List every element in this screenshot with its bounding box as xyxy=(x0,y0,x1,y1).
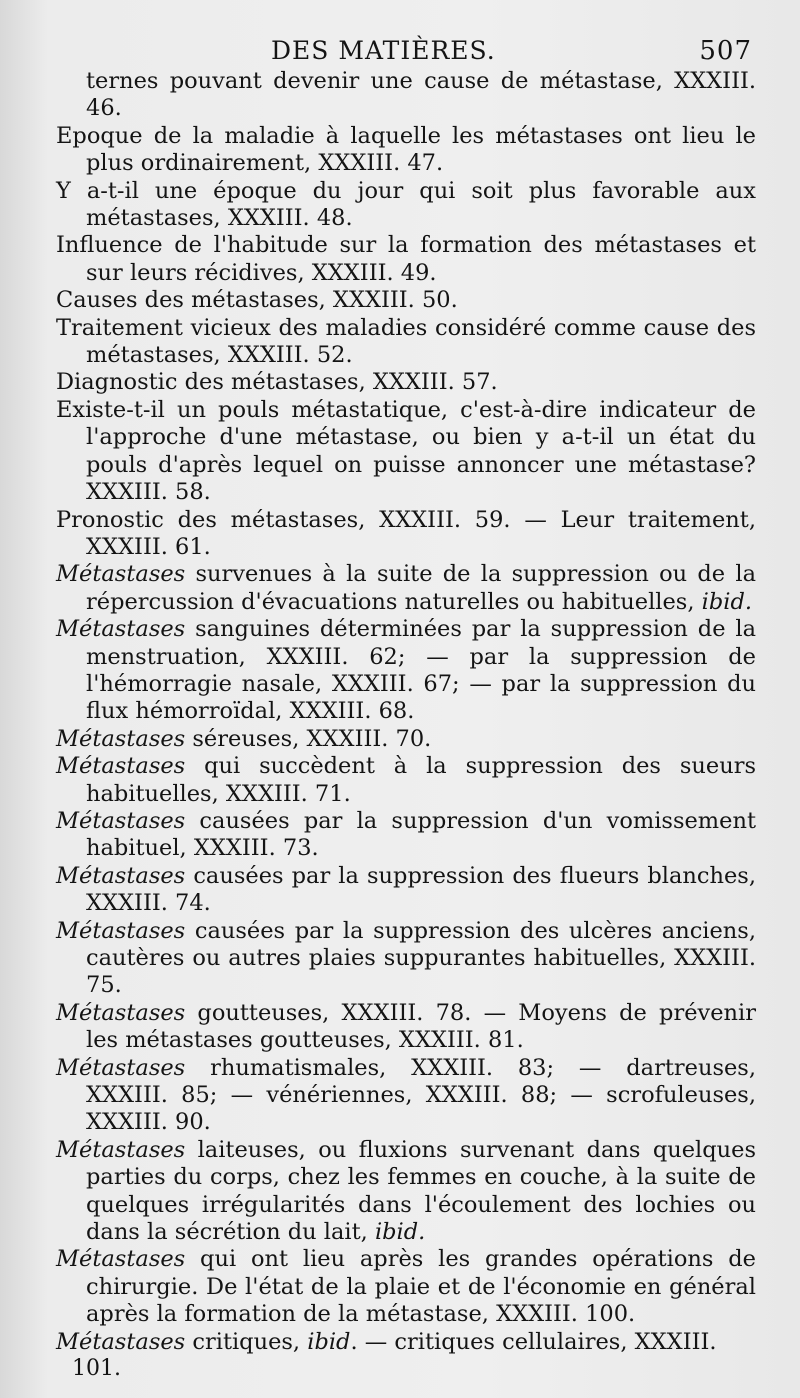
entry-ibid: ibid. xyxy=(701,588,753,615)
index-entry xyxy=(44,1329,756,1356)
entry-text: qui ont lieu après les grandes opérations de chirurgie. De l'état de la plaie et de l'économie en général après la formation de la métastase, XXXIII. 100. xyxy=(86,1246,756,1328)
index-entry xyxy=(44,918,756,1000)
entry-headword: Métastases xyxy=(56,807,186,834)
entry-ibid: ibid xyxy=(307,1328,351,1355)
entry-headword: Métastases xyxy=(56,862,186,889)
entry-text: Diagnostic des métastases, XXXIII. 57. xyxy=(56,369,498,396)
index-entry xyxy=(44,561,756,616)
entry-text: Influence de l'habitude sur la formation des métastases et sur leurs récidives, XXXIII. 49. xyxy=(56,232,756,286)
entry-headword: Métastases xyxy=(56,1136,186,1163)
entry-text-after: . — critiques cellulaires, XXXIII. xyxy=(350,1328,717,1355)
entry-text: causées par la suppression des flueurs blanches, XXXIII. 74. xyxy=(86,862,756,917)
entry-text: ternes pouvant devenir une cause de métastase, XXXIII. 46. xyxy=(86,68,756,122)
entry-text: laiteuses, ou fluxions survenant dans quelques parties du corps, chez les femmes en couche, à la suite de quelques irrégularités dans l'écoulement des lochies ou dans la sécrétion du lait, xyxy=(86,1136,756,1246)
entry-headword: Métastases xyxy=(56,1328,186,1355)
index-entry xyxy=(56,68,756,123)
entry-text: survenues à la suite de la suppression ou de la répercussion d'évacuations naturelles ou habituelles, xyxy=(86,561,756,615)
entry-headword: Métastases xyxy=(56,753,186,780)
entry-text: qui succèdent à la suppression des sueurs habituelles, XXXIII. 71. xyxy=(86,753,756,807)
index-entry xyxy=(44,1000,756,1055)
index-entry xyxy=(44,753,756,808)
entry-text: Pronostic des métastases, XXXIII. 59. — Leur traitement, XXXIII. 61. xyxy=(56,506,756,560)
index-entry xyxy=(56,507,756,562)
entry-text: Existe-t-il un pouls métastatique, c'est-à-dire indicateur de l'approche d'une métastase, ou bien y a-t-il un état du pouls d'après lequel on puisse annoncer une métastase? XXXIII. 58. xyxy=(56,396,756,506)
index-entry xyxy=(44,808,756,863)
index-entry xyxy=(44,1137,756,1247)
entry-text: séreuses, XXXIII. 70. xyxy=(185,725,432,752)
index-entry xyxy=(44,616,756,726)
entry-headword: Métastases xyxy=(56,1246,186,1273)
index-entry xyxy=(44,863,756,918)
index-entry xyxy=(44,1246,756,1328)
entry-headword: Métastases xyxy=(56,999,186,1026)
index-entry xyxy=(44,1055,756,1137)
index-entry xyxy=(56,397,756,507)
running-header xyxy=(56,28,756,68)
entry-text: Traitement vicieux des maladies considéré comme cause des métastases, XXXIII. 52. xyxy=(56,314,756,369)
page-number: 507 xyxy=(699,36,752,66)
entry-headword: Métastases xyxy=(56,1054,186,1081)
entry-text: Y a-t-il une époque du jour qui soit plus favorable aux métastases, XXXIII. 48. xyxy=(56,177,756,232)
index-entry xyxy=(56,123,756,178)
entry-headword: Métastases xyxy=(56,725,186,752)
entry-headword: Métastases xyxy=(56,616,186,643)
index-entry xyxy=(56,178,756,233)
entry-text: rhumatismales, XXXIII. 83; — dartreuses, XXXIII. 85; — vénériennes, XXXIII. 88; — scrofuleuses, XXXIII. 90. xyxy=(86,1054,756,1136)
entry-text: causées par la suppression d'un vomissement habituel, XXXIII. 73. xyxy=(86,807,756,862)
entry-text: critiques, xyxy=(185,1328,308,1355)
index-entries xyxy=(56,68,756,1356)
entry-headword: Métastases xyxy=(56,917,186,944)
running-title: DES MATIÈRES. xyxy=(271,36,496,65)
entry-text: sanguines déterminées par la suppression de la menstruation, XXXIII. 62; — par la suppression de l'hémorragie nasale, XXXIII. 67; — par la suppression du flux hémorroïdal, XXXIII. 68. xyxy=(86,616,756,725)
index-entry xyxy=(56,287,756,314)
entry-text: Causes des métastases, XXXIII. 50. xyxy=(56,287,458,314)
entry-text: causées par la suppression des ulcères anciens, cautères ou autres plaies suppurantes habituelles, XXXIII. 75. xyxy=(86,917,756,999)
index-entry xyxy=(56,369,756,396)
entry-headword: Métastases xyxy=(56,561,186,588)
index-entry xyxy=(56,232,756,287)
entry-text: goutteuses, XXXIII. 78. — Moyens de prévenir les métastases goutteuses, XXXIII. 81. xyxy=(86,999,756,1054)
index-entry xyxy=(44,726,756,753)
entry-ibid: ibid. xyxy=(374,1219,426,1246)
index-entry xyxy=(56,315,756,370)
entry-text: Epoque de la maladie à laquelle les métastases ont lieu le plus ordinairement, XXXIII. 47. xyxy=(56,122,756,177)
continuation-line: 101. xyxy=(72,1356,121,1382)
